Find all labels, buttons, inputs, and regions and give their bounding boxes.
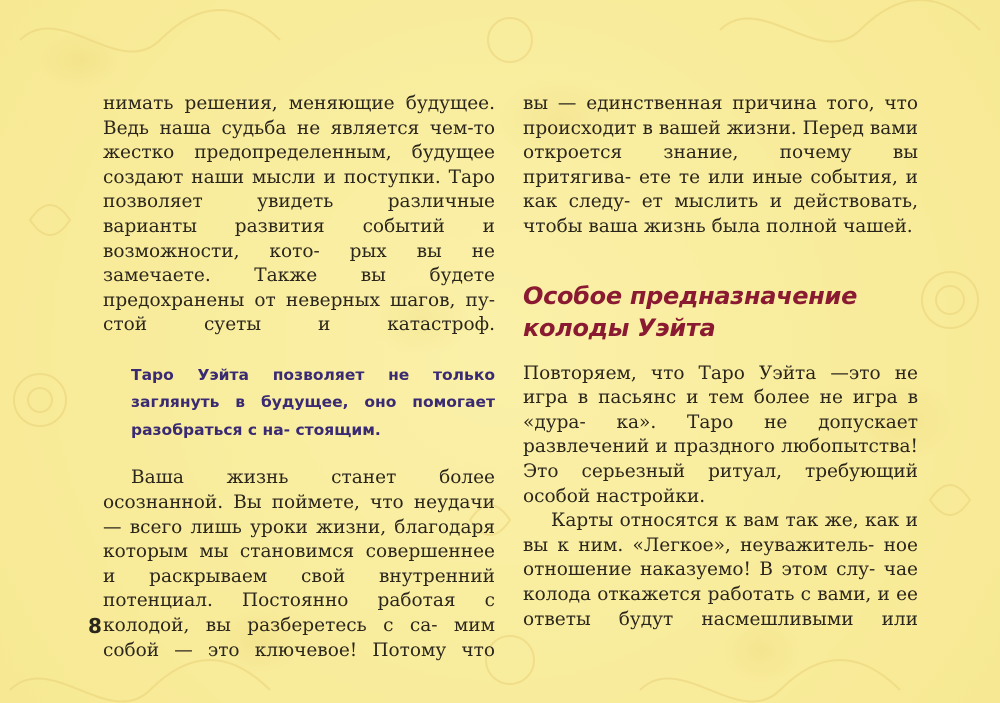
- page-number: 8: [88, 614, 102, 638]
- callout-quote: Таро Уэйта позволяет не только заглянуть в будущее, оно помогает разобраться с на- стоящим.: [131, 365, 495, 439]
- right-paragraph-3: Карты относятся к вам так же, как и вы к ним. «Легкое», неуважитель- ное отношение наказуемо! В этом слу- чае колода откажется работать с вами, и ее ответы будут насмешливыми или: [523, 510, 918, 630]
- right-paragraph-1: вы — единственная причина того, что происходит в вашей жизни. Перед вами откроется знание, почему вы притягива- ете те или иные события, и как следу- ет мыслить и действовать, чтобы ваша жизнь была полной чашей.: [523, 93, 918, 237]
- left-paragraph-2: Ваша жизнь станет более осознанной. Вы поймете, что неудачи — всего лишь уроки жизни, благодаря которым мы становимся совершеннее и раскрываем свой внутренний потенциал. Постоянно работая с колодой, вы разберетесь с са- мим собой — это ключевое! Потому что: [103, 467, 495, 661]
- section-heading: Особое предназначение колоды Уэйта: [523, 281, 858, 342]
- left-paragraph-1: нимать решения, меняющие будущее. Ведь наша судьба не является чем-то жестко предопределенным, будущее создают наши мысли и поступки. Таро позволяет увидеть различные варианты развития событий и возможности, кото- рых вы не замечаете. Также вы будете предохранены от неверных шагов, пу- стой суеты и катастроф.: [103, 93, 495, 336]
- left-column: [103, 92, 495, 663]
- right-column: [523, 92, 918, 632]
- right-paragraph-2: Повторяем, что Таро Уэйта —это не игра в пасьянс и тем более не игра в «дура- ка». Таро не допускает развлечений и праздного любопытства! Это серьезный ритуал, требующий особой настройки.: [523, 362, 918, 507]
